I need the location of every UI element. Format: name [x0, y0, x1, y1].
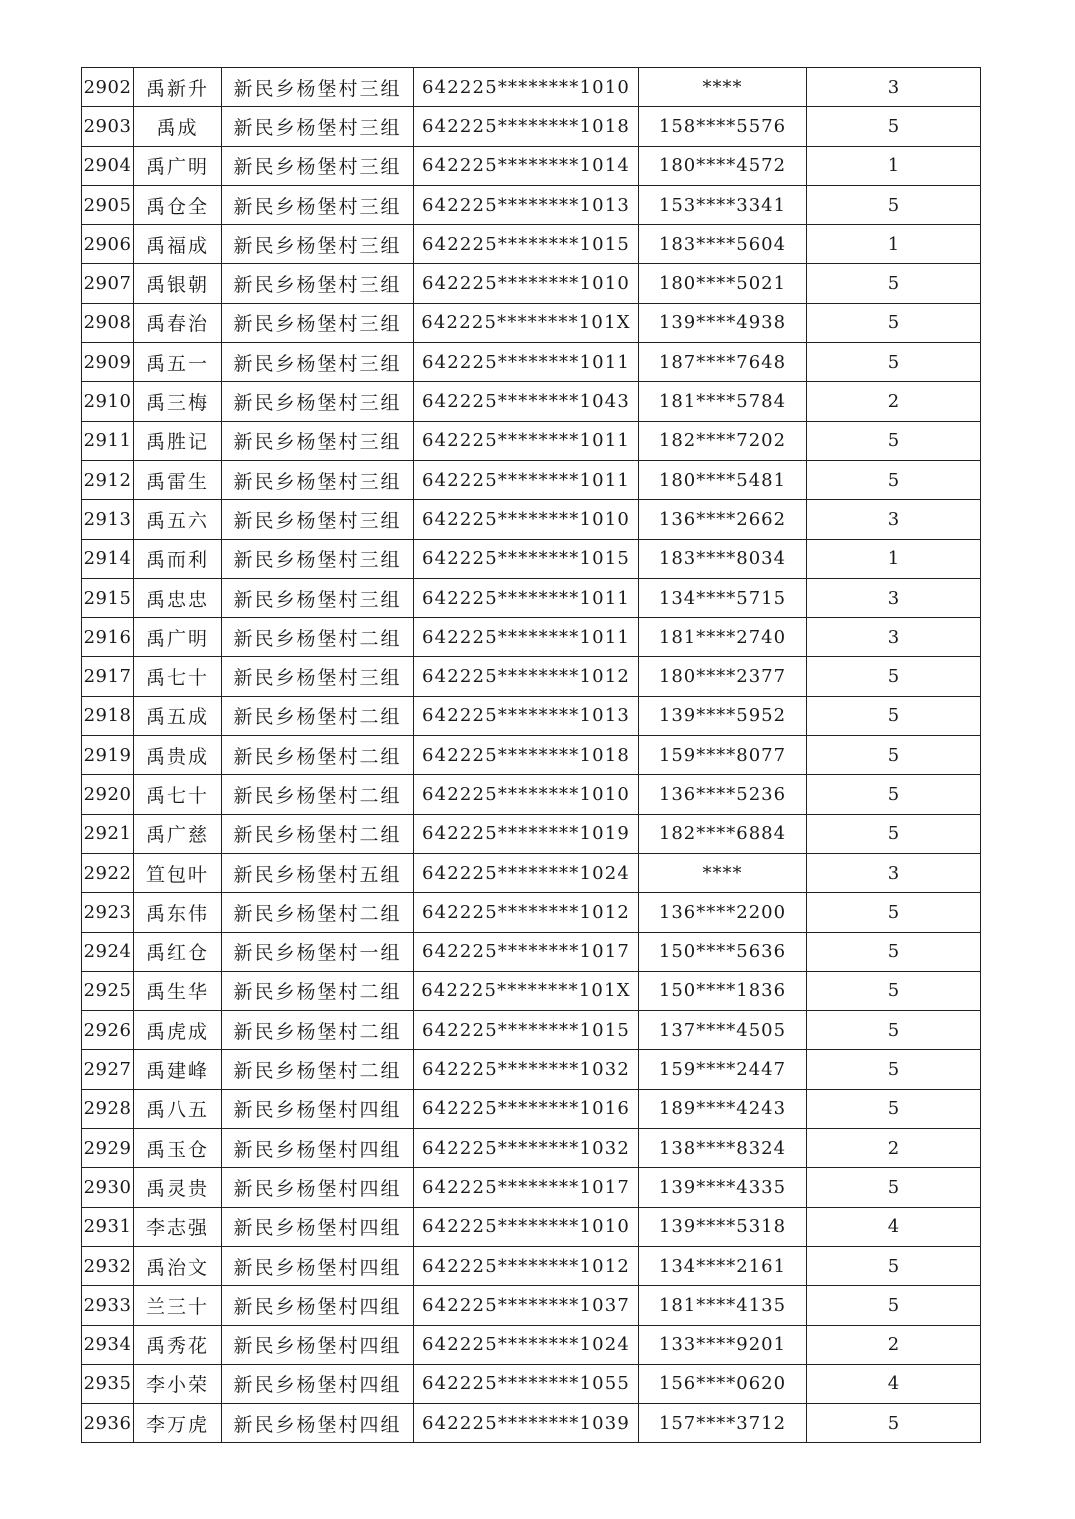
row-number-cell: 2907 — [82, 264, 134, 303]
name-cell: 禹三梅 — [134, 382, 222, 421]
id-number-cell: 642225********1039 — [414, 1404, 639, 1443]
phone-cell: 139****5318 — [639, 1207, 807, 1246]
row-number-cell: 2933 — [82, 1286, 134, 1325]
household-count-cell: 5 — [807, 696, 981, 735]
address-cell: 新民乡杨堡村二组 — [222, 971, 414, 1010]
phone-cell: 183****5604 — [639, 225, 807, 264]
household-count-cell: 5 — [807, 343, 981, 382]
name-cell: 禹七十 — [134, 657, 222, 696]
name-cell: 李小荣 — [134, 1364, 222, 1403]
address-cell: 新民乡杨堡村二组 — [222, 736, 414, 775]
name-cell: 禹贵成 — [134, 736, 222, 775]
id-number-cell: 642225********101X — [414, 971, 639, 1010]
phone-cell: 180****5021 — [639, 264, 807, 303]
phone-cell: 180****2377 — [639, 657, 807, 696]
phone-cell: 187****7648 — [639, 343, 807, 382]
id-number-cell: 642225********1013 — [414, 185, 639, 224]
name-cell: 禹八五 — [134, 1089, 222, 1128]
table-row — [82, 1286, 981, 1325]
table-row — [82, 1404, 981, 1443]
name-cell: 禹五一 — [134, 343, 222, 382]
phone-cell: 181****5784 — [639, 382, 807, 421]
name-cell: 禹雷生 — [134, 460, 222, 499]
phone-cell: 150****1836 — [639, 971, 807, 1010]
phone-cell: 139****4938 — [639, 303, 807, 342]
name-cell: 禹玉仓 — [134, 1129, 222, 1168]
address-cell: 新民乡杨堡村三组 — [222, 343, 414, 382]
row-number-cell: 2919 — [82, 736, 134, 775]
row-number-cell: 2908 — [82, 303, 134, 342]
household-count-cell: 5 — [807, 1050, 981, 1089]
id-number-cell: 642225********1014 — [414, 146, 639, 185]
phone-cell: 153****3341 — [639, 185, 807, 224]
address-cell: 新民乡杨堡村一组 — [222, 932, 414, 971]
table-row — [82, 68, 981, 107]
address-cell: 新民乡杨堡村二组 — [222, 893, 414, 932]
household-count-cell: 5 — [807, 107, 981, 146]
id-number-cell: 642225********1011 — [414, 460, 639, 499]
address-cell: 新民乡杨堡村二组 — [222, 696, 414, 735]
row-number-cell: 2934 — [82, 1325, 134, 1364]
name-cell: 禹虎成 — [134, 1011, 222, 1050]
name-cell: 禹五成 — [134, 696, 222, 735]
phone-cell: 139****4335 — [639, 1168, 807, 1207]
phone-cell: 159****8077 — [639, 736, 807, 775]
row-number-cell: 2922 — [82, 853, 134, 892]
table-row — [82, 578, 981, 617]
address-cell: 新民乡杨堡村四组 — [222, 1364, 414, 1403]
id-number-cell: 642225********1015 — [414, 225, 639, 264]
phone-cell: 156****0620 — [639, 1364, 807, 1403]
row-number-cell: 2928 — [82, 1089, 134, 1128]
phone-cell: 134****5715 — [639, 578, 807, 617]
household-count-cell: 5 — [807, 893, 981, 932]
id-number-cell: 642225********1024 — [414, 1325, 639, 1364]
address-cell: 新民乡杨堡村二组 — [222, 814, 414, 853]
row-number-cell: 2930 — [82, 1168, 134, 1207]
address-cell: 新民乡杨堡村四组 — [222, 1129, 414, 1168]
id-number-cell: 642225********1024 — [414, 853, 639, 892]
phone-cell: 150****5636 — [639, 932, 807, 971]
table-row — [82, 107, 981, 146]
address-cell: 新民乡杨堡村三组 — [222, 500, 414, 539]
id-number-cell: 642225********1016 — [414, 1089, 639, 1128]
id-number-cell: 642225********1011 — [414, 343, 639, 382]
table-row — [82, 853, 981, 892]
name-cell: 笪包叶 — [134, 853, 222, 892]
address-cell: 新民乡杨堡村四组 — [222, 1404, 414, 1443]
phone-cell: 137****4505 — [639, 1011, 807, 1050]
phone-cell: 182****6884 — [639, 814, 807, 853]
phone-cell: 136****2662 — [639, 500, 807, 539]
table-row — [82, 1129, 981, 1168]
table-row — [82, 225, 981, 264]
household-count-cell: 2 — [807, 1325, 981, 1364]
id-number-cell: 642225********101X — [414, 303, 639, 342]
table-row — [82, 264, 981, 303]
household-count-cell: 5 — [807, 1404, 981, 1443]
row-number-cell: 2931 — [82, 1207, 134, 1246]
address-cell: 新民乡杨堡村三组 — [222, 107, 414, 146]
address-cell: 新民乡杨堡村三组 — [222, 185, 414, 224]
table-row — [82, 421, 981, 460]
row-number-cell: 2936 — [82, 1404, 134, 1443]
name-cell: 兰三十 — [134, 1286, 222, 1325]
table-row — [82, 185, 981, 224]
id-number-cell: 642225********1010 — [414, 775, 639, 814]
household-count-cell: 3 — [807, 68, 981, 107]
address-cell: 新民乡杨堡村三组 — [222, 460, 414, 499]
household-count-cell: 2 — [807, 1129, 981, 1168]
table-row — [82, 932, 981, 971]
id-number-cell: 642225********1012 — [414, 657, 639, 696]
address-cell: 新民乡杨堡村四组 — [222, 1286, 414, 1325]
row-number-cell: 2909 — [82, 343, 134, 382]
phone-cell: 136****2200 — [639, 893, 807, 932]
phone-cell: 157****3712 — [639, 1404, 807, 1443]
phone-cell: 136****5236 — [639, 775, 807, 814]
name-cell: 禹春治 — [134, 303, 222, 342]
table-row — [82, 618, 981, 657]
household-count-cell: 5 — [807, 1286, 981, 1325]
id-number-cell: 642225********1037 — [414, 1286, 639, 1325]
name-cell: 禹胜记 — [134, 421, 222, 460]
name-cell: 禹治文 — [134, 1246, 222, 1285]
id-number-cell: 642225********1013 — [414, 696, 639, 735]
household-count-cell: 4 — [807, 1207, 981, 1246]
name-cell: 禹七十 — [134, 775, 222, 814]
household-count-cell: 5 — [807, 657, 981, 696]
household-count-cell: 3 — [807, 500, 981, 539]
name-cell: 禹福成 — [134, 225, 222, 264]
id-number-cell: 642225********1010 — [414, 500, 639, 539]
name-cell: 李万虎 — [134, 1404, 222, 1443]
household-count-cell: 4 — [807, 1364, 981, 1403]
id-number-cell: 642225********1010 — [414, 264, 639, 303]
table-row — [82, 1207, 981, 1246]
id-number-cell: 642225********1018 — [414, 736, 639, 775]
name-cell: 禹灵贵 — [134, 1168, 222, 1207]
table-row — [82, 382, 981, 421]
address-cell: 新民乡杨堡村三组 — [222, 578, 414, 617]
phone-cell: 180****5481 — [639, 460, 807, 499]
row-number-cell: 2917 — [82, 657, 134, 696]
row-number-cell: 2904 — [82, 146, 134, 185]
name-cell: 禹成 — [134, 107, 222, 146]
row-number-cell: 2929 — [82, 1129, 134, 1168]
roster-table — [81, 67, 981, 1443]
id-number-cell: 642225********1011 — [414, 618, 639, 657]
table-row — [82, 1011, 981, 1050]
phone-cell: **** — [639, 853, 807, 892]
household-count-cell: 5 — [807, 814, 981, 853]
address-cell: 新民乡杨堡村三组 — [222, 146, 414, 185]
phone-cell: 138****8324 — [639, 1129, 807, 1168]
id-number-cell: 642225********1011 — [414, 578, 639, 617]
address-cell: 新民乡杨堡村三组 — [222, 382, 414, 421]
address-cell: 新民乡杨堡村二组 — [222, 618, 414, 657]
table-row — [82, 1050, 981, 1089]
address-cell: 新民乡杨堡村五组 — [222, 853, 414, 892]
id-number-cell: 642225********1017 — [414, 1168, 639, 1207]
name-cell: 李志强 — [134, 1207, 222, 1246]
row-number-cell: 2906 — [82, 225, 134, 264]
id-number-cell: 642225********1019 — [414, 814, 639, 853]
address-cell: 新民乡杨堡村二组 — [222, 775, 414, 814]
name-cell: 禹建峰 — [134, 1050, 222, 1089]
id-number-cell: 642225********1032 — [414, 1129, 639, 1168]
table-row — [82, 146, 981, 185]
name-cell: 禹五六 — [134, 500, 222, 539]
table-row — [82, 303, 981, 342]
row-number-cell: 2935 — [82, 1364, 134, 1403]
id-number-cell: 642225********1055 — [414, 1364, 639, 1403]
household-count-cell: 3 — [807, 618, 981, 657]
id-number-cell: 642225********1015 — [414, 539, 639, 578]
table-row — [82, 1364, 981, 1403]
household-count-cell: 5 — [807, 460, 981, 499]
row-number-cell: 2925 — [82, 971, 134, 1010]
household-count-cell: 3 — [807, 853, 981, 892]
household-count-cell: 5 — [807, 1089, 981, 1128]
id-number-cell: 642225********1012 — [414, 893, 639, 932]
name-cell: 禹广明 — [134, 618, 222, 657]
row-number-cell: 2902 — [82, 68, 134, 107]
id-number-cell: 642225********1012 — [414, 1246, 639, 1285]
row-number-cell: 2913 — [82, 500, 134, 539]
household-count-cell: 5 — [807, 303, 981, 342]
phone-cell: 189****4243 — [639, 1089, 807, 1128]
id-number-cell: 642225********1043 — [414, 382, 639, 421]
table-row — [82, 1168, 981, 1207]
row-number-cell: 2914 — [82, 539, 134, 578]
phone-cell: 180****4572 — [639, 146, 807, 185]
table-row — [82, 539, 981, 578]
address-cell: 新民乡杨堡村三组 — [222, 68, 414, 107]
household-count-cell: 1 — [807, 539, 981, 578]
household-count-cell: 5 — [807, 775, 981, 814]
name-cell: 禹东伟 — [134, 893, 222, 932]
table-row — [82, 500, 981, 539]
household-count-cell: 5 — [807, 1168, 981, 1207]
name-cell: 禹仓全 — [134, 185, 222, 224]
row-number-cell: 2921 — [82, 814, 134, 853]
name-cell: 禹新升 — [134, 68, 222, 107]
phone-cell: **** — [639, 68, 807, 107]
phone-cell: 181****4135 — [639, 1286, 807, 1325]
roster-table-body — [82, 68, 981, 1443]
table-row — [82, 814, 981, 853]
table-row — [82, 893, 981, 932]
address-cell: 新民乡杨堡村二组 — [222, 1050, 414, 1089]
table-row — [82, 657, 981, 696]
phone-cell: 139****5952 — [639, 696, 807, 735]
address-cell: 新民乡杨堡村三组 — [222, 303, 414, 342]
phone-cell: 181****2740 — [639, 618, 807, 657]
table-row — [82, 343, 981, 382]
row-number-cell: 2918 — [82, 696, 134, 735]
address-cell: 新民乡杨堡村三组 — [222, 421, 414, 460]
household-count-cell: 5 — [807, 264, 981, 303]
table-row — [82, 736, 981, 775]
name-cell: 禹秀花 — [134, 1325, 222, 1364]
address-cell: 新民乡杨堡村四组 — [222, 1207, 414, 1246]
row-number-cell: 2923 — [82, 893, 134, 932]
household-count-cell: 3 — [807, 578, 981, 617]
name-cell: 禹红仓 — [134, 932, 222, 971]
row-number-cell: 2920 — [82, 775, 134, 814]
table-row — [82, 971, 981, 1010]
row-number-cell: 2903 — [82, 107, 134, 146]
household-count-cell: 5 — [807, 736, 981, 775]
id-number-cell: 642225********1011 — [414, 421, 639, 460]
phone-cell: 158****5576 — [639, 107, 807, 146]
name-cell: 禹而利 — [134, 539, 222, 578]
row-number-cell: 2926 — [82, 1011, 134, 1050]
row-number-cell: 2932 — [82, 1246, 134, 1285]
phone-cell: 159****2447 — [639, 1050, 807, 1089]
row-number-cell: 2910 — [82, 382, 134, 421]
id-number-cell: 642225********1015 — [414, 1011, 639, 1050]
table-row — [82, 460, 981, 499]
address-cell: 新民乡杨堡村三组 — [222, 657, 414, 696]
address-cell: 新民乡杨堡村四组 — [222, 1246, 414, 1285]
household-count-cell: 5 — [807, 1011, 981, 1050]
id-number-cell: 642225********1010 — [414, 68, 639, 107]
household-count-cell: 5 — [807, 1246, 981, 1285]
household-count-cell: 5 — [807, 185, 981, 224]
table-row — [82, 775, 981, 814]
row-number-cell: 2916 — [82, 618, 134, 657]
name-cell: 禹广明 — [134, 146, 222, 185]
table-row — [82, 1246, 981, 1285]
id-number-cell: 642225********1018 — [414, 107, 639, 146]
row-number-cell: 2905 — [82, 185, 134, 224]
row-number-cell: 2927 — [82, 1050, 134, 1089]
name-cell: 禹忠忠 — [134, 578, 222, 617]
table-row — [82, 696, 981, 735]
household-count-cell: 5 — [807, 971, 981, 1010]
table-row — [82, 1089, 981, 1128]
table-row — [82, 1325, 981, 1364]
name-cell: 禹广慈 — [134, 814, 222, 853]
id-number-cell: 642225********1017 — [414, 932, 639, 971]
address-cell: 新民乡杨堡村四组 — [222, 1089, 414, 1128]
household-count-cell: 2 — [807, 382, 981, 421]
household-count-cell: 5 — [807, 932, 981, 971]
household-count-cell: 5 — [807, 421, 981, 460]
address-cell: 新民乡杨堡村四组 — [222, 1168, 414, 1207]
household-count-cell: 1 — [807, 225, 981, 264]
address-cell: 新民乡杨堡村三组 — [222, 225, 414, 264]
phone-cell: 183****8034 — [639, 539, 807, 578]
household-count-cell: 1 — [807, 146, 981, 185]
row-number-cell: 2915 — [82, 578, 134, 617]
row-number-cell: 2911 — [82, 421, 134, 460]
address-cell: 新民乡杨堡村四组 — [222, 1325, 414, 1364]
address-cell: 新民乡杨堡村三组 — [222, 264, 414, 303]
row-number-cell: 2912 — [82, 460, 134, 499]
phone-cell: 182****7202 — [639, 421, 807, 460]
row-number-cell: 2924 — [82, 932, 134, 971]
phone-cell: 134****2161 — [639, 1246, 807, 1285]
id-number-cell: 642225********1010 — [414, 1207, 639, 1246]
name-cell: 禹银朝 — [134, 264, 222, 303]
id-number-cell: 642225********1032 — [414, 1050, 639, 1089]
address-cell: 新民乡杨堡村三组 — [222, 539, 414, 578]
name-cell: 禹生华 — [134, 971, 222, 1010]
address-cell: 新民乡杨堡村二组 — [222, 1011, 414, 1050]
phone-cell: 133****9201 — [639, 1325, 807, 1364]
